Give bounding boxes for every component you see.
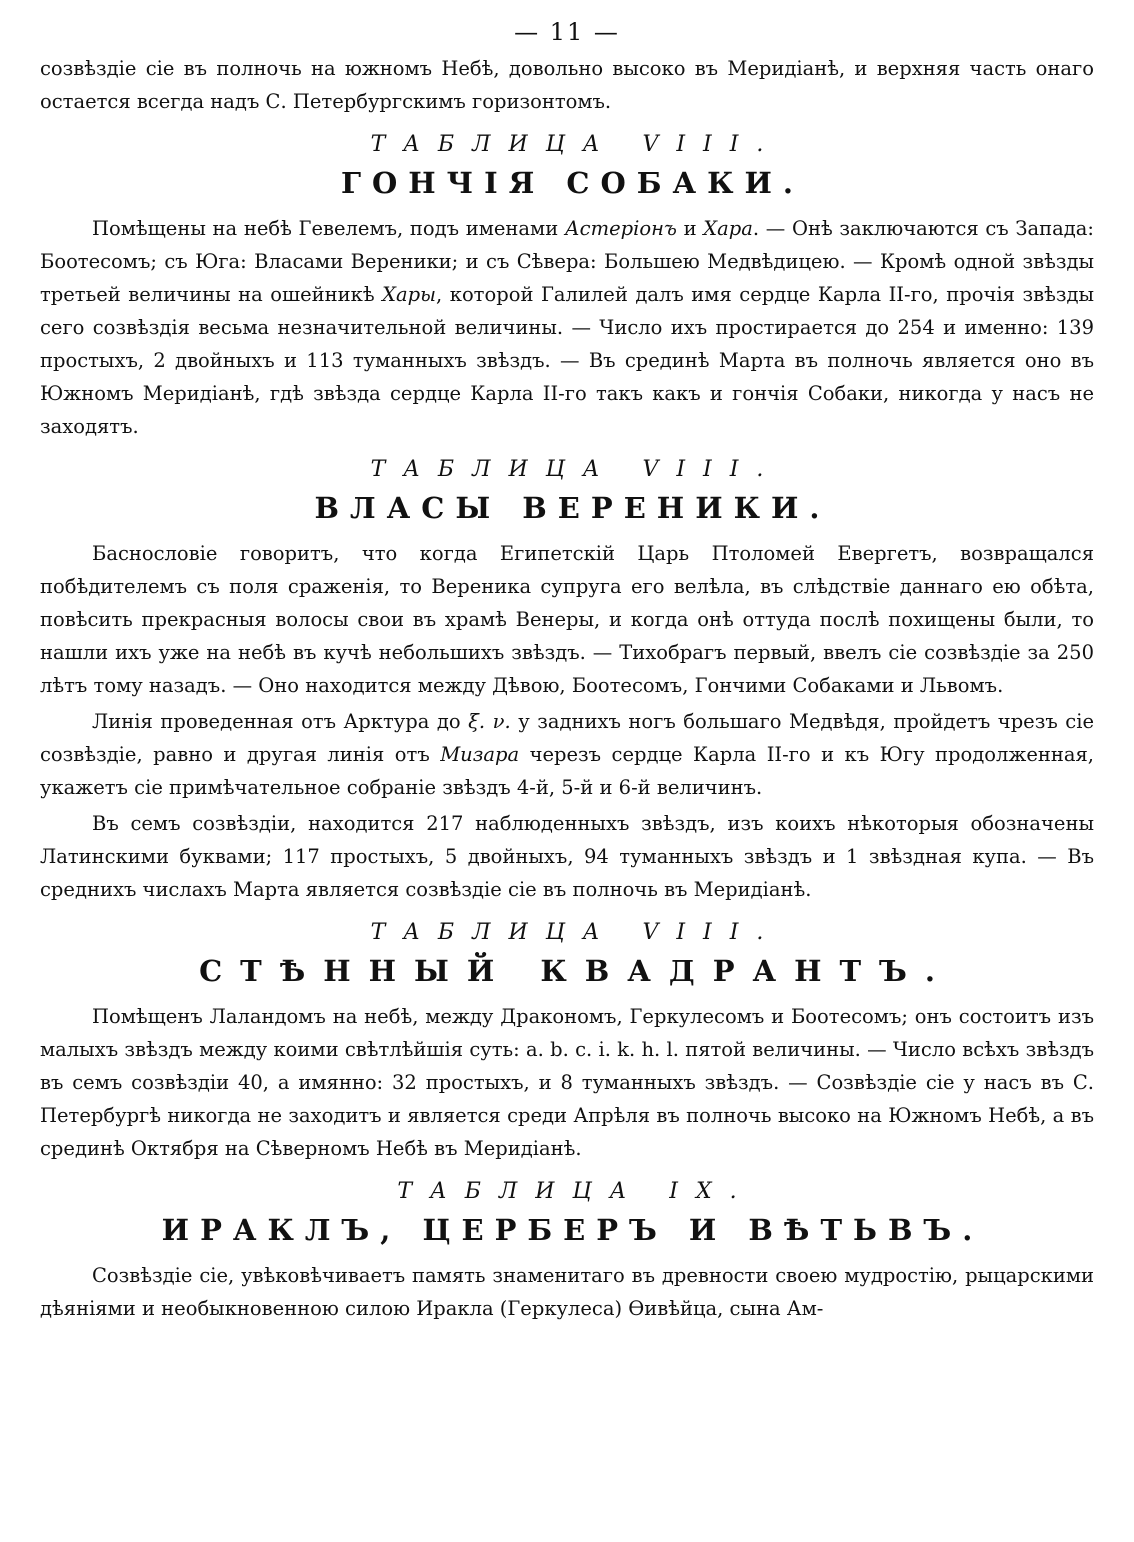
section-heading: СТѢННЫЙ КВАДРАНТЪ. <box>199 954 953 988</box>
text-run: . — Онѣ заключаются съ Запада: Боотесомъ; съ Юга: Власами Вереники; и съ Сѣвера: Большею Медвѣдицею. — Кромѣ одной звѣзды третьей величины на ошейникѣ <box>40 217 1094 306</box>
paragraph: Помѣщенъ Лаландомъ на небѣ, между Дракономъ, Геркулесомъ и Боотесомъ; онъ состоитъ изъ малыхъ звѣздъ между коими свѣтлѣйшія суть: a. b. c. i. k. h. l. пятой величины. — Число всѣхъ звѣздъ въ семъ созвѣздіи 40, а имянно: 32 простыхъ, и 8 туманныхъ звѣздъ. — Созвѣздіе сіе у насъ въ С. Петербургѣ никогда не заходитъ и является среди Апрѣля въ полночь высоко на Южномъ Небѣ, а въ срединѣ Октября на Сѣверномъ Небѣ въ Меридіанѣ. <box>40 1005 1094 1160</box>
text-run: , которой Галилей далъ имя сердце Карла II-го, прочія звѣзды сего созвѣздія весьма незначительной величины. — Число ихъ простирается до 254 и именно: 139 простыхъ, 2 двойныхъ и 113 туманныхъ звѣздъ. — Въ срединѣ Марта въ полночь является оно въ Южномъ Меридіанѣ, гдѣ звѣзда сердце Карла II-го такъ какъ и гончія Собаки, никогда у насъ не заходятъ. <box>40 283 1094 438</box>
italic-name: Мизара <box>440 743 520 766</box>
text-run: Помѣщены на небѣ Гевелемъ, подъ именами <box>92 217 565 240</box>
table-label: ТАБЛИЦА VIII. <box>370 920 782 945</box>
italic-name: Астеріонъ <box>564 217 677 240</box>
text-run: у заднихъ ногъ большаго Медвѣдя, пройдетъ чрезъ сіе созвѣздіе, равно и другая линія отъ <box>40 710 1094 766</box>
italic-name: Хара <box>703 217 753 240</box>
page-number: — 11 — <box>514 18 620 46</box>
table-label: ТАБЛИЦА VIII. <box>370 457 782 482</box>
section-heading: ВЛАСЫ ВЕРЕНИКИ. <box>314 491 831 525</box>
section-heading: ГОНЧІЯ СОБАКИ. <box>340 166 805 200</box>
table-label: ТАБЛИЦА IX. <box>397 1179 755 1204</box>
italic-name: ξ. ν. <box>468 710 511 733</box>
paragraph: Въ семъ созвѣздіи, находится 217 наблюденныхъ звѣздъ, изъ коихъ нѣкоторыя обозначены Латинскими буквами; 117 простыхъ, 5 двойныхъ, 94 туманныхъ звѣздъ и 1 звѣздная купа. — Въ среднихъ числахъ Марта является созвѣздіе сіе въ полночь въ Меридіанѣ. <box>40 812 1094 901</box>
section-heading: ИРАКЛЪ, ЦЕРБЕРЪ И ВѢТЬВЪ. <box>161 1213 984 1247</box>
table-label: ТАБЛИЦА VIII. <box>370 132 782 157</box>
text-run: и <box>676 217 704 240</box>
text-run: Линія проведенная отъ Арктура до <box>92 710 469 733</box>
text-run: черезъ сердце Карла II-го и къ Югу продолженная, укажетъ сіе примѣчательное собраніе звѣздъ 4-й, 5-й и 6-й величинъ. <box>40 743 1094 799</box>
intro-paragraph: созвѣздіе сіе въ полночь на южномъ Небѣ, довольно высоко въ Меридіанѣ, и верхняя часть онаго остается всегда надъ С. Петербургскимъ горизонтомъ. <box>40 57 1094 113</box>
paragraph: Созвѣздіе сіе, увѣковѣчиваетъ память знаменитаго въ древности своею мудростію, рыцарскими дѣяніями и необыкновенною силою Иракла (Геркулеса) Ѳивѣйца, сына Ам- <box>40 1264 1094 1320</box>
paragraph: Баснословіе говоритъ, что когда Египетскій Царь Птоломей Евергетъ, возвращался побѣдителемъ съ поля сраженія, то Вереника супруга его велѣла, въ слѣдствіе даннаго ею обѣта, повѣсить прекрасныя волосы свои въ храмѣ Венеры, и когда онѣ оттуда послѣ похищены были, то нашли ихъ уже на небѣ въ кучѣ небольшихъ звѣздъ. — Тихобрагъ первый, ввелъ сіе созвѣздіе за 250 лѣтъ тому назадъ. — Оно находится между Дѣвою, Боотесомъ, Гончими Собаками и Львомъ. <box>40 542 1094 697</box>
paragraph <box>40 705 1094 804</box>
italic-name: Хары <box>382 283 437 306</box>
paragraph <box>40 212 1094 443</box>
